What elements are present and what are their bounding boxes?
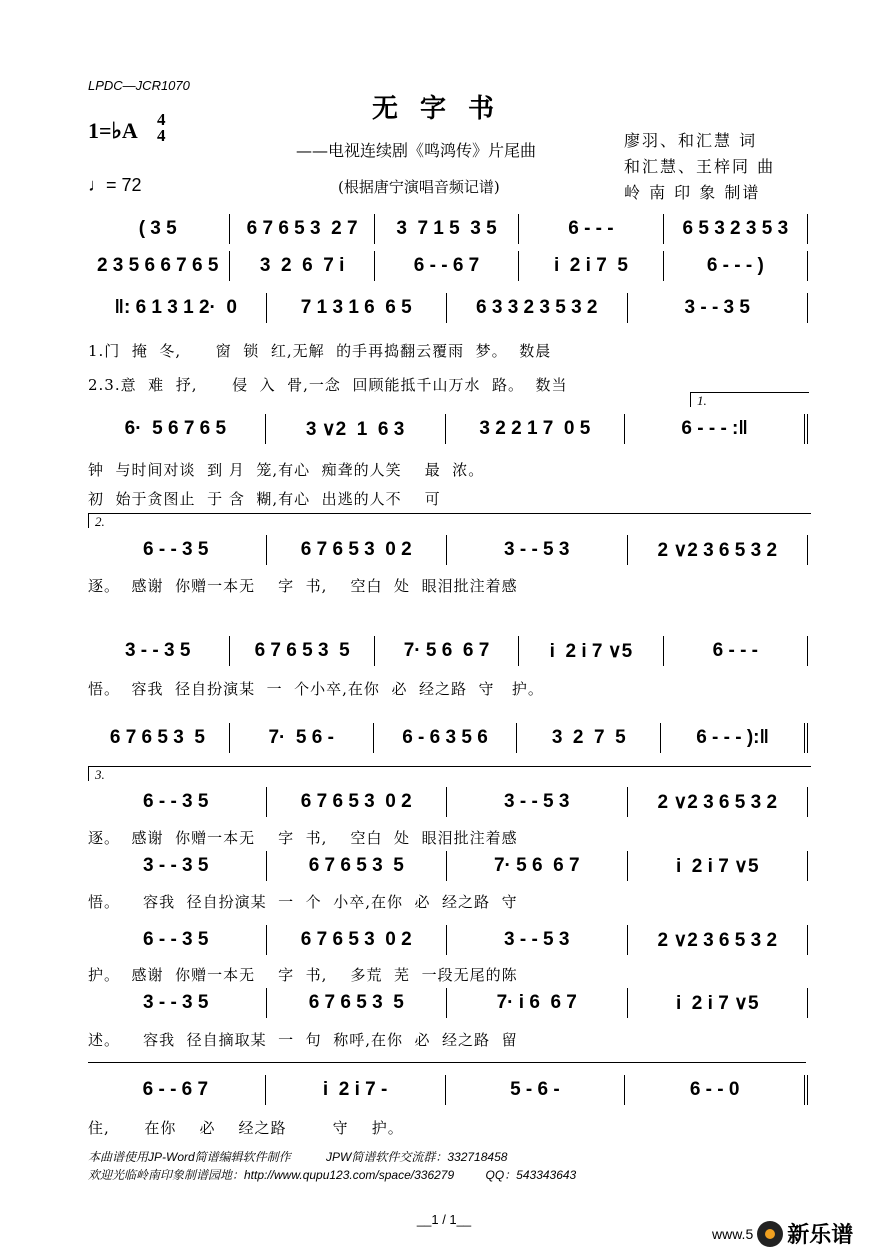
measure: 3 - - 5 3 (447, 925, 628, 955)
measure: i 2 i 7 5 (519, 251, 663, 281)
watermark-url: www.5 (712, 1225, 754, 1242)
notation-system (86, 214, 808, 244)
lyric-line: 护。 感谢 你赠一本无 字 书, 多荒 芜 一段无尾的陈 (88, 966, 518, 984)
measure: 6 - - 0 (625, 1075, 808, 1105)
measure: 6 - - - (664, 636, 808, 666)
vinyl-disc-icon (757, 1221, 783, 1247)
key-signature: 1=♭A (88, 118, 138, 143)
footer-line-1 (88, 1148, 507, 1165)
time-signature (157, 112, 166, 144)
measure: i 2 i 7 ∨5 (628, 988, 809, 1018)
measure: 6 - - 6 7 (86, 1075, 266, 1105)
measure: 2 ∨2 3 6 5 3 2 (628, 787, 809, 817)
measure: 6· 5 6 7 6 5 (86, 414, 266, 444)
lyric-line: 悟。 容我 径自扮演某 一 个小卒,在你 必 经之路 守 护。 (88, 680, 544, 698)
notation-system (86, 636, 808, 666)
measure: 3 2 7 5 (517, 723, 661, 753)
measure: i 2 i 7 ∨5 (519, 636, 663, 666)
measure: 3 - - 3 5 (628, 293, 809, 323)
measure: 6 7 6 5 3 5 (230, 636, 374, 666)
measure: 6 - - - ):‖ (661, 723, 808, 753)
measure: 6 - - - ) (664, 251, 808, 281)
measure: 6 - 6 3 5 6 (374, 723, 518, 753)
lyric-line: 初 始于贪图止 于 含 糊,有心 出逃的人不 可 (88, 490, 441, 508)
qq-note: QQ：543343643 (485, 1168, 577, 1182)
measure: 3 - - 5 3 (447, 535, 628, 565)
measure: 3 - - 5 3 (447, 787, 628, 817)
software-note: 本曲谱使用JP-Word简谱编辑软件制作 (88, 1150, 291, 1164)
measure: 6 - - - (519, 214, 663, 244)
notation-system (86, 988, 808, 1018)
arranger-credit: 岭 南 印 象 制谱 (624, 183, 761, 202)
volta-1: 1. (690, 392, 809, 407)
measure: ( 3 5 (86, 214, 230, 244)
lyric-line: 钟 与时间对谈 到 月 笼,有心 痴聋的人笑 最 浓。 (88, 461, 485, 479)
measure: 3 2 6 7 i (230, 251, 374, 281)
lyric-line: 悟。 容我 径自扮演某 一 个 小卒,在你 必 经之路 守 (88, 893, 518, 911)
measure: 3 - - 3 5 (86, 988, 267, 1018)
measure: 3 - - 3 5 (86, 851, 267, 881)
measure: 2 ∨2 3 6 5 3 2 (628, 925, 809, 955)
notation-system (86, 925, 808, 955)
score-code: LPDC—JCR1070 (88, 78, 190, 93)
measure: 6 - - 6 7 (375, 251, 519, 281)
subtitle: ——电视连续剧《鸣鸿传》片尾曲 (296, 141, 537, 160)
measure: 2 ∨2 3 6 5 3 2 (628, 535, 809, 565)
time-sig-bottom: 4 (157, 126, 166, 145)
measure: 3 - - 3 5 (86, 636, 230, 666)
measure: 2 3 5 6 6 7 6 5 (86, 251, 230, 281)
page-number: __1 / 1__ (416, 1212, 472, 1227)
measure: 6 7 6 5 3 5 (267, 851, 448, 881)
measure: 6 7 6 5 3 0 2 (267, 787, 448, 817)
notation-system (86, 787, 808, 817)
measure: 6 3 3 2 3 5 3 2 (447, 293, 628, 323)
source-note: (根据唐宁演唱音频记谱) (338, 178, 500, 196)
measure: 5 - 6 - (446, 1075, 626, 1105)
lyric-line: 述。 容我 径自摘取某 一 句 称呼,在你 必 经之路 留 (88, 1031, 518, 1049)
notation-system (86, 851, 808, 881)
song-title: 无字书 (371, 94, 516, 124)
measure: 7 1 3 1 6 6 5 (267, 293, 448, 323)
measure: 6 7 6 5 3 5 (86, 723, 230, 753)
volta-3: 3. (88, 766, 811, 781)
measure: 7· 5 6 6 7 (375, 636, 519, 666)
measure: 6 - - - :‖ (625, 414, 808, 444)
measure: 6 7 6 5 3 0 2 (267, 925, 448, 955)
lyric-line: 2.3.意 难 抒, 侵 入 骨,一念 回顾能抵千山万水 路。 数当 (88, 376, 568, 394)
notation-system (86, 251, 808, 281)
volta-2: 2. (88, 513, 811, 528)
measure: 3 7 1 5 3 5 (375, 214, 519, 244)
website-note: 欢迎光临岭南印象制谱园地：http://www.qupu123.com/space/336279 (88, 1168, 455, 1182)
measure: 6 7 6 5 3 5 (267, 988, 448, 1018)
lyric-line: 1.门 掩 冬, 窗 锁 红,无解 的手再捣翻云覆雨 梦。 数晨 (88, 342, 552, 360)
group-note: JPW简谱软件交流群：332718458 (326, 1150, 508, 1164)
measure: 7· 5 6 - (230, 723, 374, 753)
composer-credit: 和汇慧、王梓同 曲 (624, 157, 776, 176)
footer-line-2 (88, 1166, 576, 1183)
time-sig-top: 4 (157, 110, 166, 129)
notation-system (86, 293, 808, 323)
watermark-brand: 新乐谱 (787, 1223, 854, 1248)
measure: 3 2 2 1 7 0 5 (446, 414, 626, 444)
measure: 3 ∨2 1 6 3 (266, 414, 446, 444)
lyric-line: 住, 在你 必 经之路 守 护。 (88, 1119, 404, 1137)
measure: 6 5 3 2 3 5 3 (664, 214, 808, 244)
notation-system (86, 414, 808, 444)
measure: 6 - - 3 5 (86, 535, 267, 565)
lyric-line: 逐。 感谢 你赠一本无 字 书, 空白 处 眼泪批注着感 (88, 829, 518, 847)
measure: i 2 i 7 ∨5 (628, 851, 809, 881)
measure: ‖: 6 1 3 1 2· 0 (86, 293, 267, 323)
tempo-marking: ♩= 72 (88, 175, 142, 195)
measure: 6 - - 3 5 (86, 925, 267, 955)
measure: 7· i 6 6 7 (447, 988, 628, 1018)
lyric-line: 逐。 感谢 你赠一本无 字 书, 空白 处 眼泪批注着感 (88, 577, 518, 595)
measure: 6 - - 3 5 (86, 787, 267, 817)
coda-line (88, 1062, 806, 1063)
notation-system (86, 535, 808, 565)
lyricist-credit: 廖羽、和汇慧 词 (624, 131, 758, 150)
measure: 7· 5 6 6 7 (447, 851, 628, 881)
measure: 6 7 6 5 3 0 2 (267, 535, 448, 565)
watermark-logo (712, 1218, 853, 1249)
notation-system (86, 1075, 808, 1105)
measure: i 2 i 7 - (266, 1075, 446, 1105)
notation-system (86, 723, 808, 753)
measure: 6 7 6 5 3 2 7 (230, 214, 374, 244)
